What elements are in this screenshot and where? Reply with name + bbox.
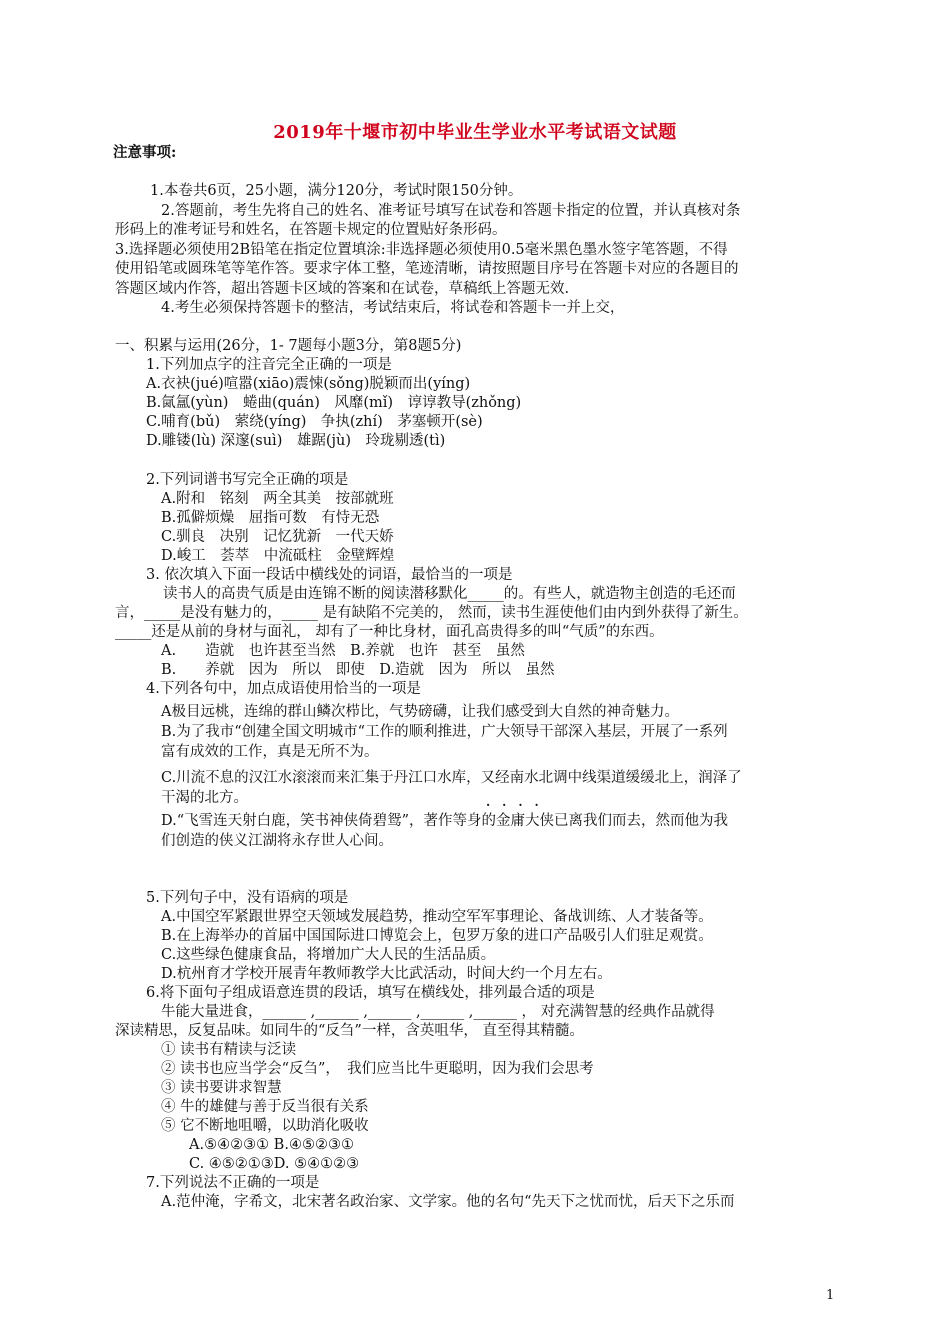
q4-option-a: A极目远桃，连绵的群山鳞次栉比，气势磅礴，让我们感受到大自然的神奇魅力。 bbox=[161, 704, 679, 720]
note-4: 4.考生必须保持答题卡的整洁，考试结束后，将试卷和答题卡一并上交， bbox=[161, 300, 625, 316]
emphasis-dots: · · · · bbox=[486, 798, 539, 812]
q6-options-2: C. ④⑤②①③D. ⑤④①②③ bbox=[189, 1156, 360, 1172]
q5-option-d: D.杭州育才学校开展青年教师教学大比武活动，时间大约一个月左右。 bbox=[161, 966, 612, 982]
notice-heading: 注意事项: bbox=[113, 144, 177, 161]
q4-option-c: C.川流不息的汉江水滚滚而来汇集于丹江口水库，又经南水北调中线渠道缓缓北上，润泽了 bbox=[161, 770, 742, 786]
note-3-cont-1: 使用铅笔或圆珠笔等笔作答。要求字体工整，笔迹清晰，请按照题目序号在答题卡对应的各题目的 bbox=[115, 261, 739, 277]
q2-option-c: C.驯良 决别 记忆犹新 一代天娇 bbox=[161, 529, 394, 545]
q1-stem: 1.下列加点字的注音完全正确的一项是 bbox=[146, 357, 392, 373]
q3-passage-2: 言，_____是没有魅力的，_____ 是有缺陷不完美的， 然而，读书生涯使他们由内到外获得了新生。 bbox=[115, 605, 748, 621]
q1-option-c: C.哺育(bǔ) 萦绕(yíng) 争执(zhí) 茅塞顿开(sè) bbox=[146, 414, 483, 430]
note-3: 3.选择题必须使用2B铅笔在指定位置填涂:非选择题必须使用0.5毫米黑色墨水签字笔答题，不得 bbox=[115, 242, 728, 258]
section-heading: 一、积累与运用(26分，1- 7题每小题3分，第8题5分) bbox=[115, 338, 462, 354]
q6-sentence-4: ④ 牛的雄健与善于反当很有关系 bbox=[161, 1099, 369, 1115]
q2-option-d: D.峻工 荟萃 中流砥柱 金壁辉煌 bbox=[161, 548, 395, 564]
q7-stem: 7.下列说法不正确的一项是 bbox=[146, 1175, 320, 1191]
q6-sentence-2: ② 读书也应当学会“反刍”， 我们应当比牛更聪明，因为我们会思考 bbox=[161, 1061, 594, 1077]
page-number: 1 bbox=[826, 1288, 835, 1303]
note-2-cont: 形码上的准考证号和姓名，在答题卡规定的位置贴好条形码。 bbox=[115, 222, 507, 238]
q4-option-d-cont: 们创造的侠义江湖将永存世人心间。 bbox=[161, 833, 393, 849]
q7-option-a: A.范仲淹，字希文，北宋著名政治家、文学家。他的名句“先天下之忧而忧，后天下之乐而 bbox=[161, 1194, 735, 1210]
q6-stem: 6.将下面句子组成语意连贯的段话，填写在横线处，排列最合适的项是 bbox=[146, 985, 595, 1001]
q1-option-b: B.氤氲(yùn) 蜷曲(quán) 风靡(mǐ) 谆谆教导(zhǒng) bbox=[146, 395, 522, 411]
q6-sentence-5: ⑤ 它不断地咀嚼，以助消化吸收 bbox=[161, 1118, 369, 1134]
q5-option-c: C.这些绿色健康食品，将增加广大人民的生活品质。 bbox=[161, 947, 496, 963]
q5-option-b: B.在上海举办的首届中国国际进口博览会上，包罗万象的进口产品吸引人们驻足观赏。 bbox=[161, 928, 713, 944]
q4-option-b: B.为了我市“创建全国文明城市“工作的顺利推进，广大领导干部深入基层，开展了一系列 bbox=[161, 724, 728, 740]
q6-passage-1: 牛能大量进食，______ ,______ ,______ ,______ ,______ ， 对充满智慧的经典作品就得 bbox=[161, 1004, 715, 1020]
q3-stem: 3. 依次填入下面一段话中横线处的词语，最恰当的一项是 bbox=[146, 567, 513, 583]
q5-option-a: A.中国空军紧跟世界空天领域发展趋势，推动空军军事理论、备战训练、人才装备等。 bbox=[161, 909, 713, 925]
page-title: 2019年十堰市初中毕业生学业水平考试语文试题 bbox=[273, 122, 677, 143]
q2-option-a: A.附和 铭刻 两全其美 按部就班 bbox=[161, 491, 394, 507]
q3-options-1: A. 造就 也许甚至当然 B.养就 也许 甚至 虽然 bbox=[161, 643, 525, 659]
q1-option-d: D.雕镂(lù) 深邃(suì) 雄踞(jù) 玲珑剔透(tì) bbox=[146, 433, 446, 449]
q6-options-1: A.⑤④②③① B.④⑤②③① bbox=[189, 1137, 354, 1153]
q6-passage-2: 深读精思，反复品味。如同牛的“反刍”一样，含英咀华， 直至得其精髓。 bbox=[115, 1023, 584, 1039]
q3-options-2: B. 养就 因为 所以 即使 D.造就 因为 所以 虽然 bbox=[161, 662, 555, 678]
q4-option-c-cont: 干渴的北方。 bbox=[161, 790, 248, 806]
note-3-cont-2: 答题区域内作答，超出答题卡区域的答案和在试卷，草稿纸上答题无效. bbox=[115, 281, 570, 297]
q4-option-b-cont: 富有成效的工作，真是无所不为。 bbox=[161, 744, 379, 760]
q6-sentence-1: ① 读书有精读与泛读 bbox=[161, 1042, 297, 1058]
q4-option-d: D.“飞雪连天射白鹿，笑书神侠倚碧鸳”，著作等身的金庸大侠已离我们而去，然而他为我 bbox=[161, 813, 729, 829]
note-1: 1.本卷共6页，25小题，满分120分，考试时限150分钟。 bbox=[150, 183, 523, 199]
q2-stem: 2.下列词谱书写完全正确的项是 bbox=[146, 472, 349, 488]
q1-option-a: A.衣袂(jué)喧嚣(xiāo)震悚(sǒng)脱颖而出(yíng) bbox=[146, 376, 471, 392]
q6-sentence-3: ③ 读书要讲求智慧 bbox=[161, 1080, 282, 1096]
note-2: 2.答题前，考生先将自己的姓名、准考证号填写在试卷和答题卡指定的位置，并认真核对条 bbox=[161, 203, 741, 219]
q2-option-b: B.孤僻烦燥 屈指可数 有恃无恐 bbox=[161, 510, 380, 526]
q4-stem: 4.下列各句中，加点成语使用恰当的一项是 bbox=[146, 681, 421, 697]
q3-passage-3: _____还是从前的身材与面礼， 却有了一种比身材，面孔高贵得多的叫“气质”的东西。 bbox=[115, 624, 664, 640]
q3-passage-1: 读书人的高贵气质是由连锦不断的阅读潜移默化_____的。有些人，就造物主创造的毛还而 bbox=[163, 586, 736, 602]
q5-stem: 5.下列句子中，没有语病的项是 bbox=[146, 890, 349, 906]
